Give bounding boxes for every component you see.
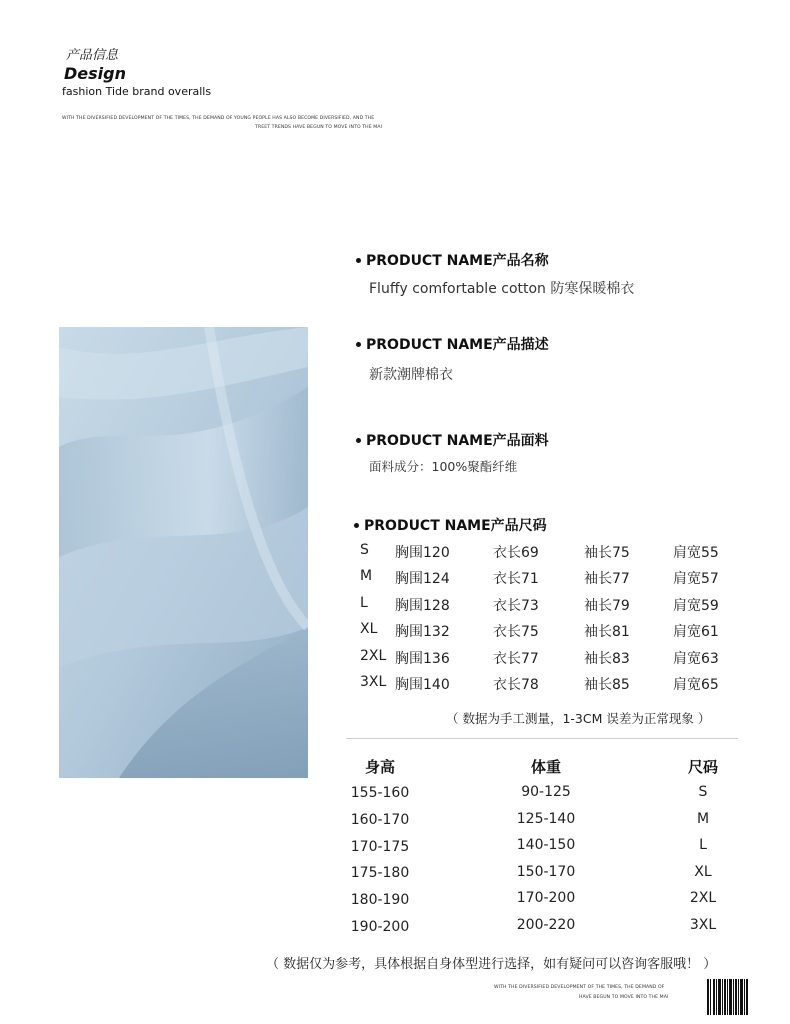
section-title-product-desc bbox=[356, 334, 549, 354]
bullet-icon bbox=[356, 342, 361, 347]
length-cell: 衣长73 bbox=[493, 598, 539, 614]
divider bbox=[346, 738, 738, 739]
weight-cell: 150-170 bbox=[516, 864, 576, 880]
section-title-product-desc-text: PRODUCT NAME产品描述 bbox=[366, 337, 549, 353]
weight-cell: 125-140 bbox=[516, 811, 576, 827]
section-title-product-name bbox=[356, 250, 549, 270]
chest-cell: 胸围136 bbox=[395, 651, 450, 667]
chest-cell: 胸围132 bbox=[395, 624, 450, 640]
section-title-product-fabric-text: PRODUCT NAME产品面料 bbox=[366, 433, 549, 449]
height-cell: 180-190 bbox=[350, 892, 410, 908]
weight-cell: 200-220 bbox=[516, 917, 576, 933]
weight-cell: 140-150 bbox=[516, 837, 576, 853]
shoulder-cell: 肩宽55 bbox=[673, 545, 719, 561]
height-cell: 170-175 bbox=[350, 839, 410, 855]
sleeve-cell: 袖长83 bbox=[584, 651, 630, 667]
header-subtitle: fashion Tide brand overalls bbox=[62, 85, 212, 98]
size-row bbox=[360, 595, 740, 621]
section-title-product-fabric bbox=[356, 430, 549, 450]
height-cell: 155-160 bbox=[350, 785, 410, 801]
length-cell: 衣长69 bbox=[493, 545, 539, 561]
size-row bbox=[360, 621, 740, 647]
length-cell: 衣长71 bbox=[493, 571, 539, 587]
size-row bbox=[360, 568, 740, 594]
shoulder-cell: 肩宽65 bbox=[673, 677, 719, 693]
length-cell: 衣长78 bbox=[493, 677, 539, 693]
size-row bbox=[360, 542, 740, 568]
bullet-icon bbox=[354, 523, 359, 528]
size-cell: 3XL bbox=[360, 674, 387, 690]
chest-cell: 胸围140 bbox=[395, 677, 450, 693]
fabric-photo bbox=[59, 327, 308, 778]
chest-cell: 胸围120 bbox=[395, 545, 450, 561]
header-size: 尺码 bbox=[687, 758, 718, 776]
sleeve-cell: 袖长79 bbox=[584, 598, 630, 614]
height-cell: 160-170 bbox=[350, 812, 410, 828]
weight-cell: 90-125 bbox=[521, 784, 571, 800]
shoulder-cell: 肩宽61 bbox=[673, 624, 719, 640]
size-cell: 2XL bbox=[360, 648, 387, 664]
chest-cell: 胸围128 bbox=[395, 598, 450, 614]
product-fabric-value: 面料成分：100%聚酯纤维 bbox=[369, 459, 518, 474]
size-cell: M bbox=[360, 568, 373, 584]
product-desc-value: 新款潮牌棉衣 bbox=[369, 367, 453, 383]
sleeve-cell: 袖长81 bbox=[584, 624, 630, 640]
section-title-product-name-text: PRODUCT NAME产品名称 bbox=[366, 253, 549, 269]
header-design: Design bbox=[64, 64, 126, 83]
barcode-icon bbox=[707, 979, 749, 1015]
reference-note: （ 数据仅为参考，具体根据自身体型进行选择，如有疑问可以咨询客服哦！ ） bbox=[266, 957, 717, 972]
sleeve-cell: 袖长75 bbox=[584, 545, 630, 561]
size-row bbox=[360, 674, 740, 700]
header-cn-title: 产品信息 bbox=[66, 48, 119, 63]
length-cell: 衣长77 bbox=[493, 651, 539, 667]
size-cell: XL bbox=[694, 864, 712, 880]
sleeve-cell: 袖长77 bbox=[584, 571, 630, 587]
size-cell: L bbox=[360, 595, 368, 611]
size-cell: S bbox=[698, 784, 708, 800]
size-cell: M bbox=[696, 811, 710, 827]
size-cell: S bbox=[360, 542, 369, 558]
size-cell: L bbox=[699, 837, 707, 853]
weight-cell: 170-200 bbox=[516, 890, 576, 906]
height-cell: 190-200 bbox=[350, 919, 410, 935]
section-title-product-size-text: PRODUCT NAME产品尺码 bbox=[364, 518, 547, 534]
footer-fine-print-1: WITH THE DIVERSIFIED DEVELOPMENT OF THE TIMES, THE DEMAND OF bbox=[494, 985, 665, 990]
bullet-icon bbox=[356, 438, 361, 443]
size-cell: XL bbox=[360, 621, 378, 637]
header-height: 身高 bbox=[364, 758, 395, 776]
footer-fine-print-2: HAVE BEGUN TO MOVE INTO THE MAI bbox=[579, 995, 669, 1000]
product-name-value: Fluffy comfortable cotton 防寒保暖棉衣 bbox=[369, 281, 635, 297]
measure-note: （ 数据为手工测量，1-3CM 误差为正常现象 ） bbox=[446, 711, 711, 726]
bullet-icon bbox=[356, 258, 361, 263]
size-row bbox=[360, 648, 740, 674]
header-fine-print-2: TREET TRENDS HAVE BEGUN TO MOVE INTO THE MAI bbox=[255, 125, 383, 130]
shoulder-cell: 肩宽59 bbox=[673, 598, 719, 614]
shoulder-cell: 肩宽57 bbox=[673, 571, 719, 587]
shoulder-cell: 肩宽63 bbox=[673, 651, 719, 667]
size-cell: 2XL bbox=[689, 890, 717, 906]
header-fine-print-1: WITH THE DIVERSIFIED DEVELOPMENT OF THE TIMES, THE DEMAND OF YOUNG PEOPLE HAS ALSO BECOME DIVERSIFIED, AND THE bbox=[62, 116, 375, 121]
length-cell: 衣长75 bbox=[493, 624, 539, 640]
sleeve-cell: 袖长85 bbox=[584, 677, 630, 693]
size-cell: 3XL bbox=[689, 917, 717, 933]
header-weight: 体重 bbox=[530, 758, 561, 776]
chest-cell: 胸围124 bbox=[395, 571, 450, 587]
section-title-product-size bbox=[354, 515, 547, 535]
height-cell: 175-180 bbox=[350, 865, 410, 881]
